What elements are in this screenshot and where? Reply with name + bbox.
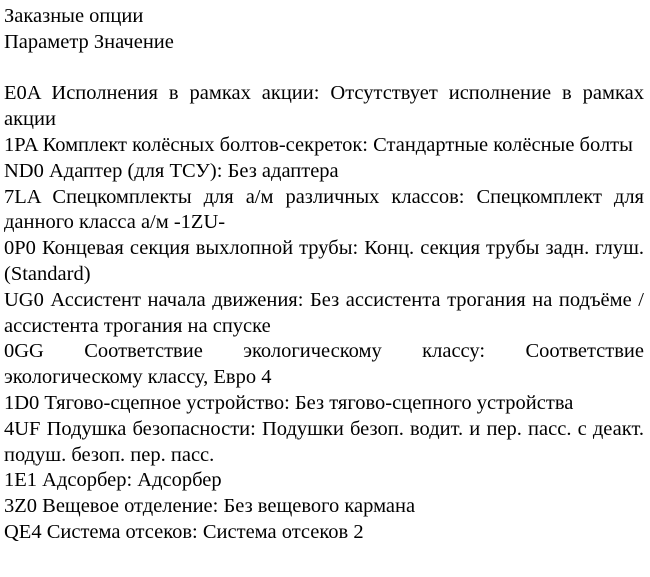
option-item: QE4 Система отсеков: Система отсеков 2 [4,520,364,543]
option-item: 1PA Комплект колёсных болтов-секреток: Стандартные колёсные болты [4,133,633,156]
options-list [4,81,644,545]
option-item: UG0 Ассистент начала движения: Без ассистента трогания на подъёме / ассистента трогания на спуске [4,288,644,337]
blank-line [4,56,644,82]
document-title: Заказные опции [4,5,144,27]
option-item: 0P0 Концевая секция выхлопной трубы: Конц. секция трубы задн. глуш. (Standard) [4,237,644,285]
option-item: 1E1 Адсорбер: Адсорбер [4,469,222,492]
option-item: E0A Исполнения в рамках акции: Отсутствует исполнение в рамках акции [4,82,644,131]
table-header: Параметр Значение [4,30,174,53]
option-item: 7LA Спецкомплекты для а/м различных классов: Спецкомплект для данного класса а/м -1ZU- [4,185,644,234]
option-item: 3Z0 Вещевое отделение: Без вещевого кармана [4,495,416,518]
option-item: 1D0 Тягово-сцепное устройство: Без тягово-сцепного устройства [4,391,574,414]
option-item: 4UF Подушка безопасности: Подушки безоп. водит. и пер. пасс. с деакт. подуш. безоп. пер. пасс. [4,417,644,466]
option-item: ND0 Адаптер (для ТСУ): Без адаптера [4,159,339,182]
option-item: 0GG Соответствие экологическому классу: Соответствие экологическому классу, Евро 4 [4,340,644,389]
